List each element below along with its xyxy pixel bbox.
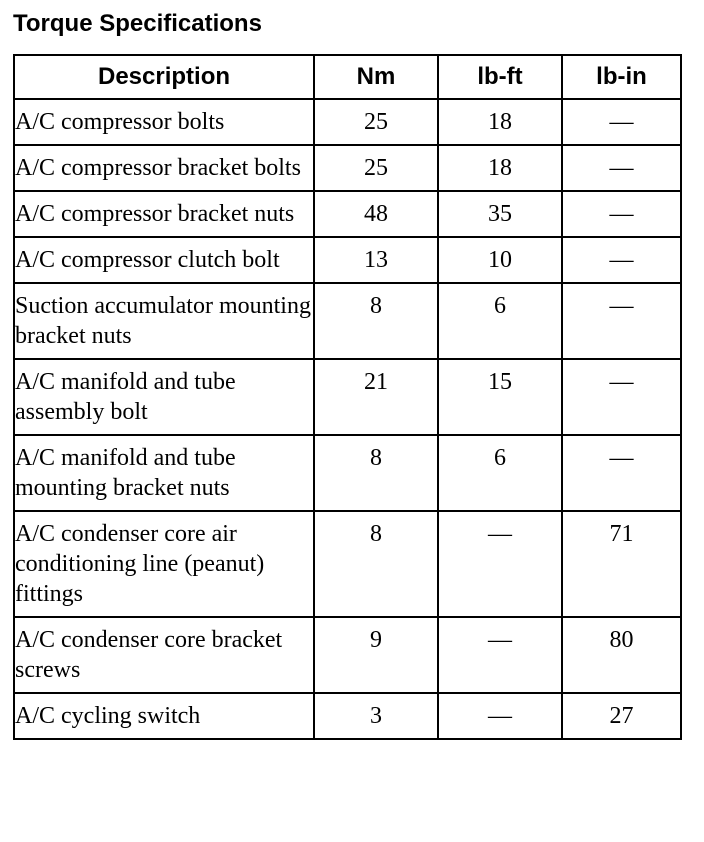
table-header-row bbox=[14, 55, 681, 99]
description-cell: A/C manifold and tube mounting bracket nuts bbox=[14, 435, 314, 511]
header-lb-in: lb-in bbox=[562, 55, 681, 99]
lb-in-cell: 27 bbox=[562, 693, 681, 739]
table-row bbox=[14, 511, 681, 617]
description-cell: A/C manifold and tube assembly bolt bbox=[14, 359, 314, 435]
header-lb-ft: lb-ft bbox=[438, 55, 562, 99]
nm-cell: 8 bbox=[314, 435, 438, 511]
lb-in-cell: — bbox=[562, 283, 681, 359]
header-nm: Nm bbox=[314, 55, 438, 99]
nm-cell: 48 bbox=[314, 191, 438, 237]
lb-in-cell: — bbox=[562, 191, 681, 237]
table-row bbox=[14, 359, 681, 435]
nm-cell: 9 bbox=[314, 617, 438, 693]
table-row bbox=[14, 237, 681, 283]
description-cell: Suction accumulator mounting bracket nuts bbox=[14, 283, 314, 359]
nm-cell: 21 bbox=[314, 359, 438, 435]
table-row bbox=[14, 145, 681, 191]
lb-in-cell: — bbox=[562, 435, 681, 511]
description-cell: A/C condenser core bracket screws bbox=[14, 617, 314, 693]
lb-ft-cell: 15 bbox=[438, 359, 562, 435]
nm-cell: 8 bbox=[314, 511, 438, 617]
nm-cell: 8 bbox=[314, 283, 438, 359]
nm-cell: 25 bbox=[314, 99, 438, 145]
description-cell: A/C compressor bracket bolts bbox=[14, 145, 314, 191]
table-row bbox=[14, 191, 681, 237]
torque-spec-table bbox=[13, 54, 682, 740]
lb-ft-cell: 35 bbox=[438, 191, 562, 237]
lb-in-cell: — bbox=[562, 359, 681, 435]
description-cell: A/C compressor bracket nuts bbox=[14, 191, 314, 237]
lb-in-cell: 71 bbox=[562, 511, 681, 617]
table-row bbox=[14, 693, 681, 739]
nm-cell: 25 bbox=[314, 145, 438, 191]
lb-ft-cell: — bbox=[438, 617, 562, 693]
lb-in-cell: — bbox=[562, 145, 681, 191]
description-cell: A/C condenser core air conditioning line (peanut) fittings bbox=[14, 511, 314, 617]
description-cell: A/C compressor clutch bolt bbox=[14, 237, 314, 283]
table-row bbox=[14, 617, 681, 693]
lb-ft-cell: — bbox=[438, 693, 562, 739]
nm-cell: 13 bbox=[314, 237, 438, 283]
lb-ft-cell: — bbox=[438, 511, 562, 617]
lb-in-cell: — bbox=[562, 237, 681, 283]
header-description: Description bbox=[14, 55, 314, 99]
table-row bbox=[14, 283, 681, 359]
description-cell: A/C cycling switch bbox=[14, 693, 314, 739]
nm-cell: 3 bbox=[314, 693, 438, 739]
page-title: Torque Specifications bbox=[13, 10, 262, 37]
lb-in-cell: 80 bbox=[562, 617, 681, 693]
table-row bbox=[14, 435, 681, 511]
lb-in-cell: — bbox=[562, 99, 681, 145]
lb-ft-cell: 18 bbox=[438, 145, 562, 191]
lb-ft-cell: 6 bbox=[438, 435, 562, 511]
lb-ft-cell: 18 bbox=[438, 99, 562, 145]
table-row bbox=[14, 99, 681, 145]
lb-ft-cell: 10 bbox=[438, 237, 562, 283]
description-cell: A/C compressor bolts bbox=[14, 99, 314, 145]
lb-ft-cell: 6 bbox=[438, 283, 562, 359]
